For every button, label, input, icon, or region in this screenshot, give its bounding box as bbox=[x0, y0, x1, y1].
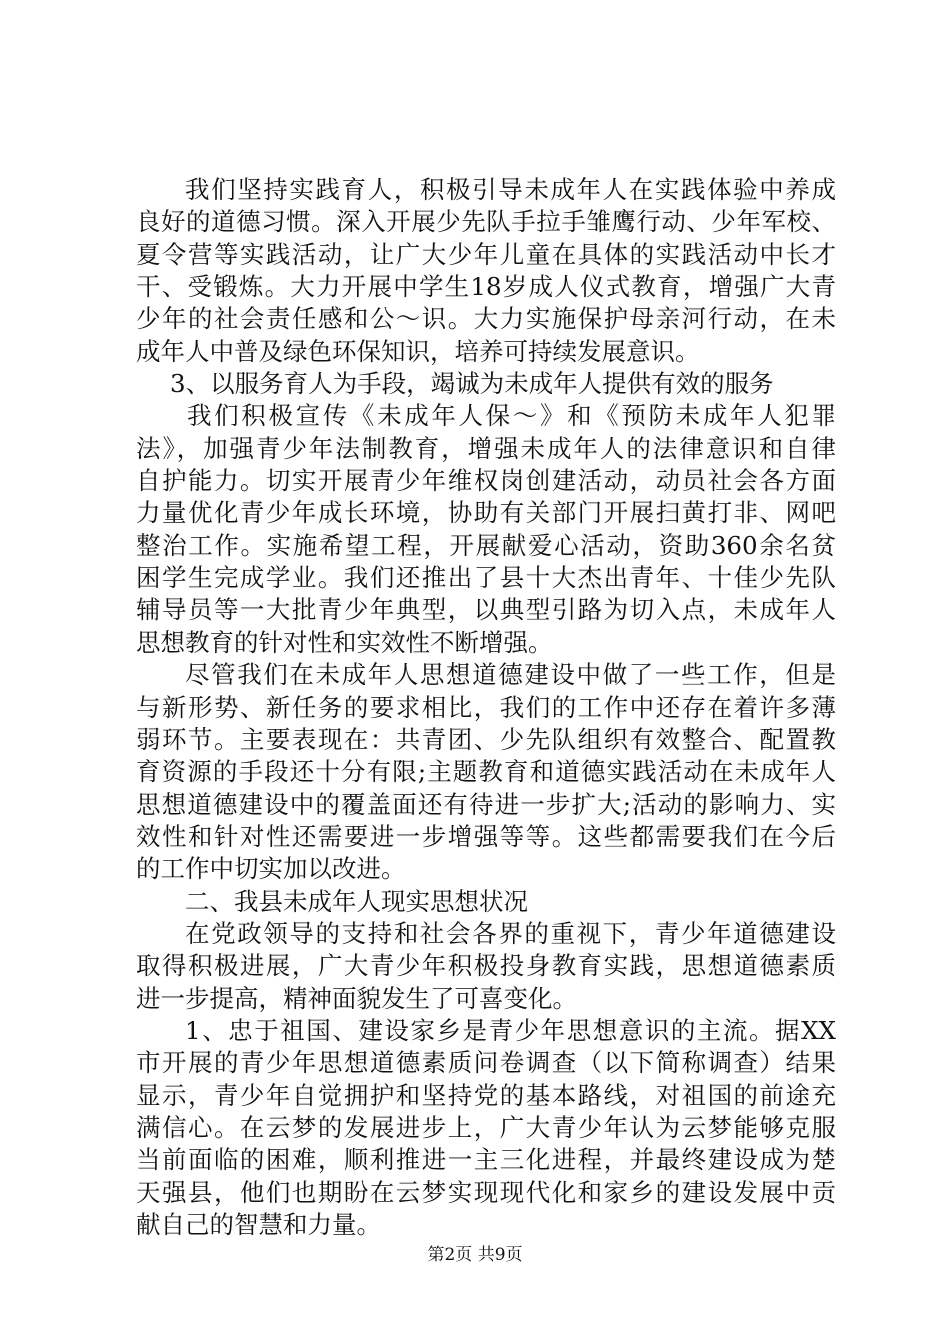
paragraph-line: 我们积极宣传《未成年人保～》和《预防未成年人犯罪 bbox=[187, 401, 836, 431]
paragraph-line: 干、受锻炼。大力开展中学生18岁成人仪式教育，增强广大青 bbox=[136, 272, 836, 302]
paragraph-line: 辅导员等一大批青少年典型，以典型引路为切入点，未成年人 bbox=[136, 595, 836, 625]
paragraph-line: 的工作中切实加以改进。 bbox=[136, 854, 406, 884]
paragraph-line: 1、忠于祖国、建设家乡是青少年思想意识的主流。据XX bbox=[185, 1015, 836, 1045]
paragraph-line: 弱环节。主要表现在：共青团、少先队组织有效整合、配置教 bbox=[136, 724, 836, 754]
paragraph-line: 育资源的手段还十分有限;主题教育和道德实践活动在未成年人 bbox=[136, 757, 836, 787]
paragraph-line: 力量优化青少年成长环境，协助有关部门开展扫黄打非、网吧 bbox=[136, 498, 836, 528]
paragraph-line: 成年人中普及绿色环保知识，培养可持续发展意识。 bbox=[136, 336, 700, 366]
paragraph-line: 献自己的智慧和力量。 bbox=[136, 1210, 381, 1239]
paragraph-line: 我们坚持实践育人，积极引导未成年人在实践体验中养成 bbox=[185, 175, 836, 204]
paragraph-line: 进一步提高，精神面貌发生了可喜变化。 bbox=[136, 983, 577, 1013]
paragraph-line: 少年的社会责任感和公～识。大力实施保护母亲河行动，在未 bbox=[136, 304, 836, 334]
paragraph-line: 法》，加强青少年法制教育，增强未成年人的法律意识和自律 bbox=[136, 433, 836, 463]
paragraph-line: 市开展的青少年思想道德素质问卷调查（以下简称调查）结果 bbox=[136, 1048, 836, 1078]
paragraph-line: 夏令营等实践活动，让广大少年儿童在具体的实践活动中长才 bbox=[136, 239, 836, 269]
paragraph-line: 与新形势、新任务的要求相比，我们的工作中还存在着许多薄 bbox=[136, 692, 836, 722]
section-heading: 二、我县未成年人现实思想状况 bbox=[185, 886, 528, 916]
section-heading: 3、以服务育人为手段，竭诚为未成年人提供有效的服务 bbox=[170, 369, 774, 399]
document-body bbox=[136, 174, 836, 1241]
paragraph-line: 在党政领导的支持和社会各界的重视下，青少年道德建设 bbox=[185, 918, 836, 948]
paragraph-line: 良好的道德习惯。深入开展少先队手拉手雏鹰行动、少年军校、 bbox=[136, 207, 836, 237]
paragraph-line: 显示，青少年自觉拥护和坚持党的基本路线，对祖国的前途充 bbox=[136, 1080, 836, 1110]
paragraph-line: 尽管我们在未成年人思想道德建设中做了一些工作，但是 bbox=[185, 660, 836, 690]
paragraph-line: 天强县，他们也期盼在云梦实现现代化和家乡的建设发展中贡 bbox=[136, 1177, 836, 1207]
paragraph-line: 当前面临的困难，顺利推进一主三化进程，并最终建设成为楚 bbox=[136, 1145, 836, 1175]
paragraph-line: 取得积极进展，广大青少年积极投身教育实践，思想道德素质 bbox=[136, 951, 836, 981]
paragraph-line: 思想道德建设中的覆盖面还有待进一步扩大;活动的影响力、实 bbox=[136, 789, 836, 819]
paragraph-line: 效性和针对性还需要进一步增强等等。这些都需要我们在今后 bbox=[136, 821, 836, 851]
paragraph-line: 自护能力。切实开展青少年维权岗创建活动，动员社会各方面 bbox=[136, 466, 836, 496]
page-number-footer: 第2页 共9页 bbox=[427, 1245, 523, 1265]
paragraph-line: 困学生完成学业。我们还推出了县十大杰出青年、十佳少先队 bbox=[136, 563, 836, 593]
paragraph-line: 整治工作。实施希望工程，开展献爱心活动，资助360余名贫 bbox=[136, 530, 836, 560]
paragraph-line: 思想教育的针对性和实效性不断增强。 bbox=[136, 627, 553, 657]
paragraph-line: 满信心。在云梦的发展进步上，广大青少年认为云梦能够克服 bbox=[136, 1112, 836, 1142]
